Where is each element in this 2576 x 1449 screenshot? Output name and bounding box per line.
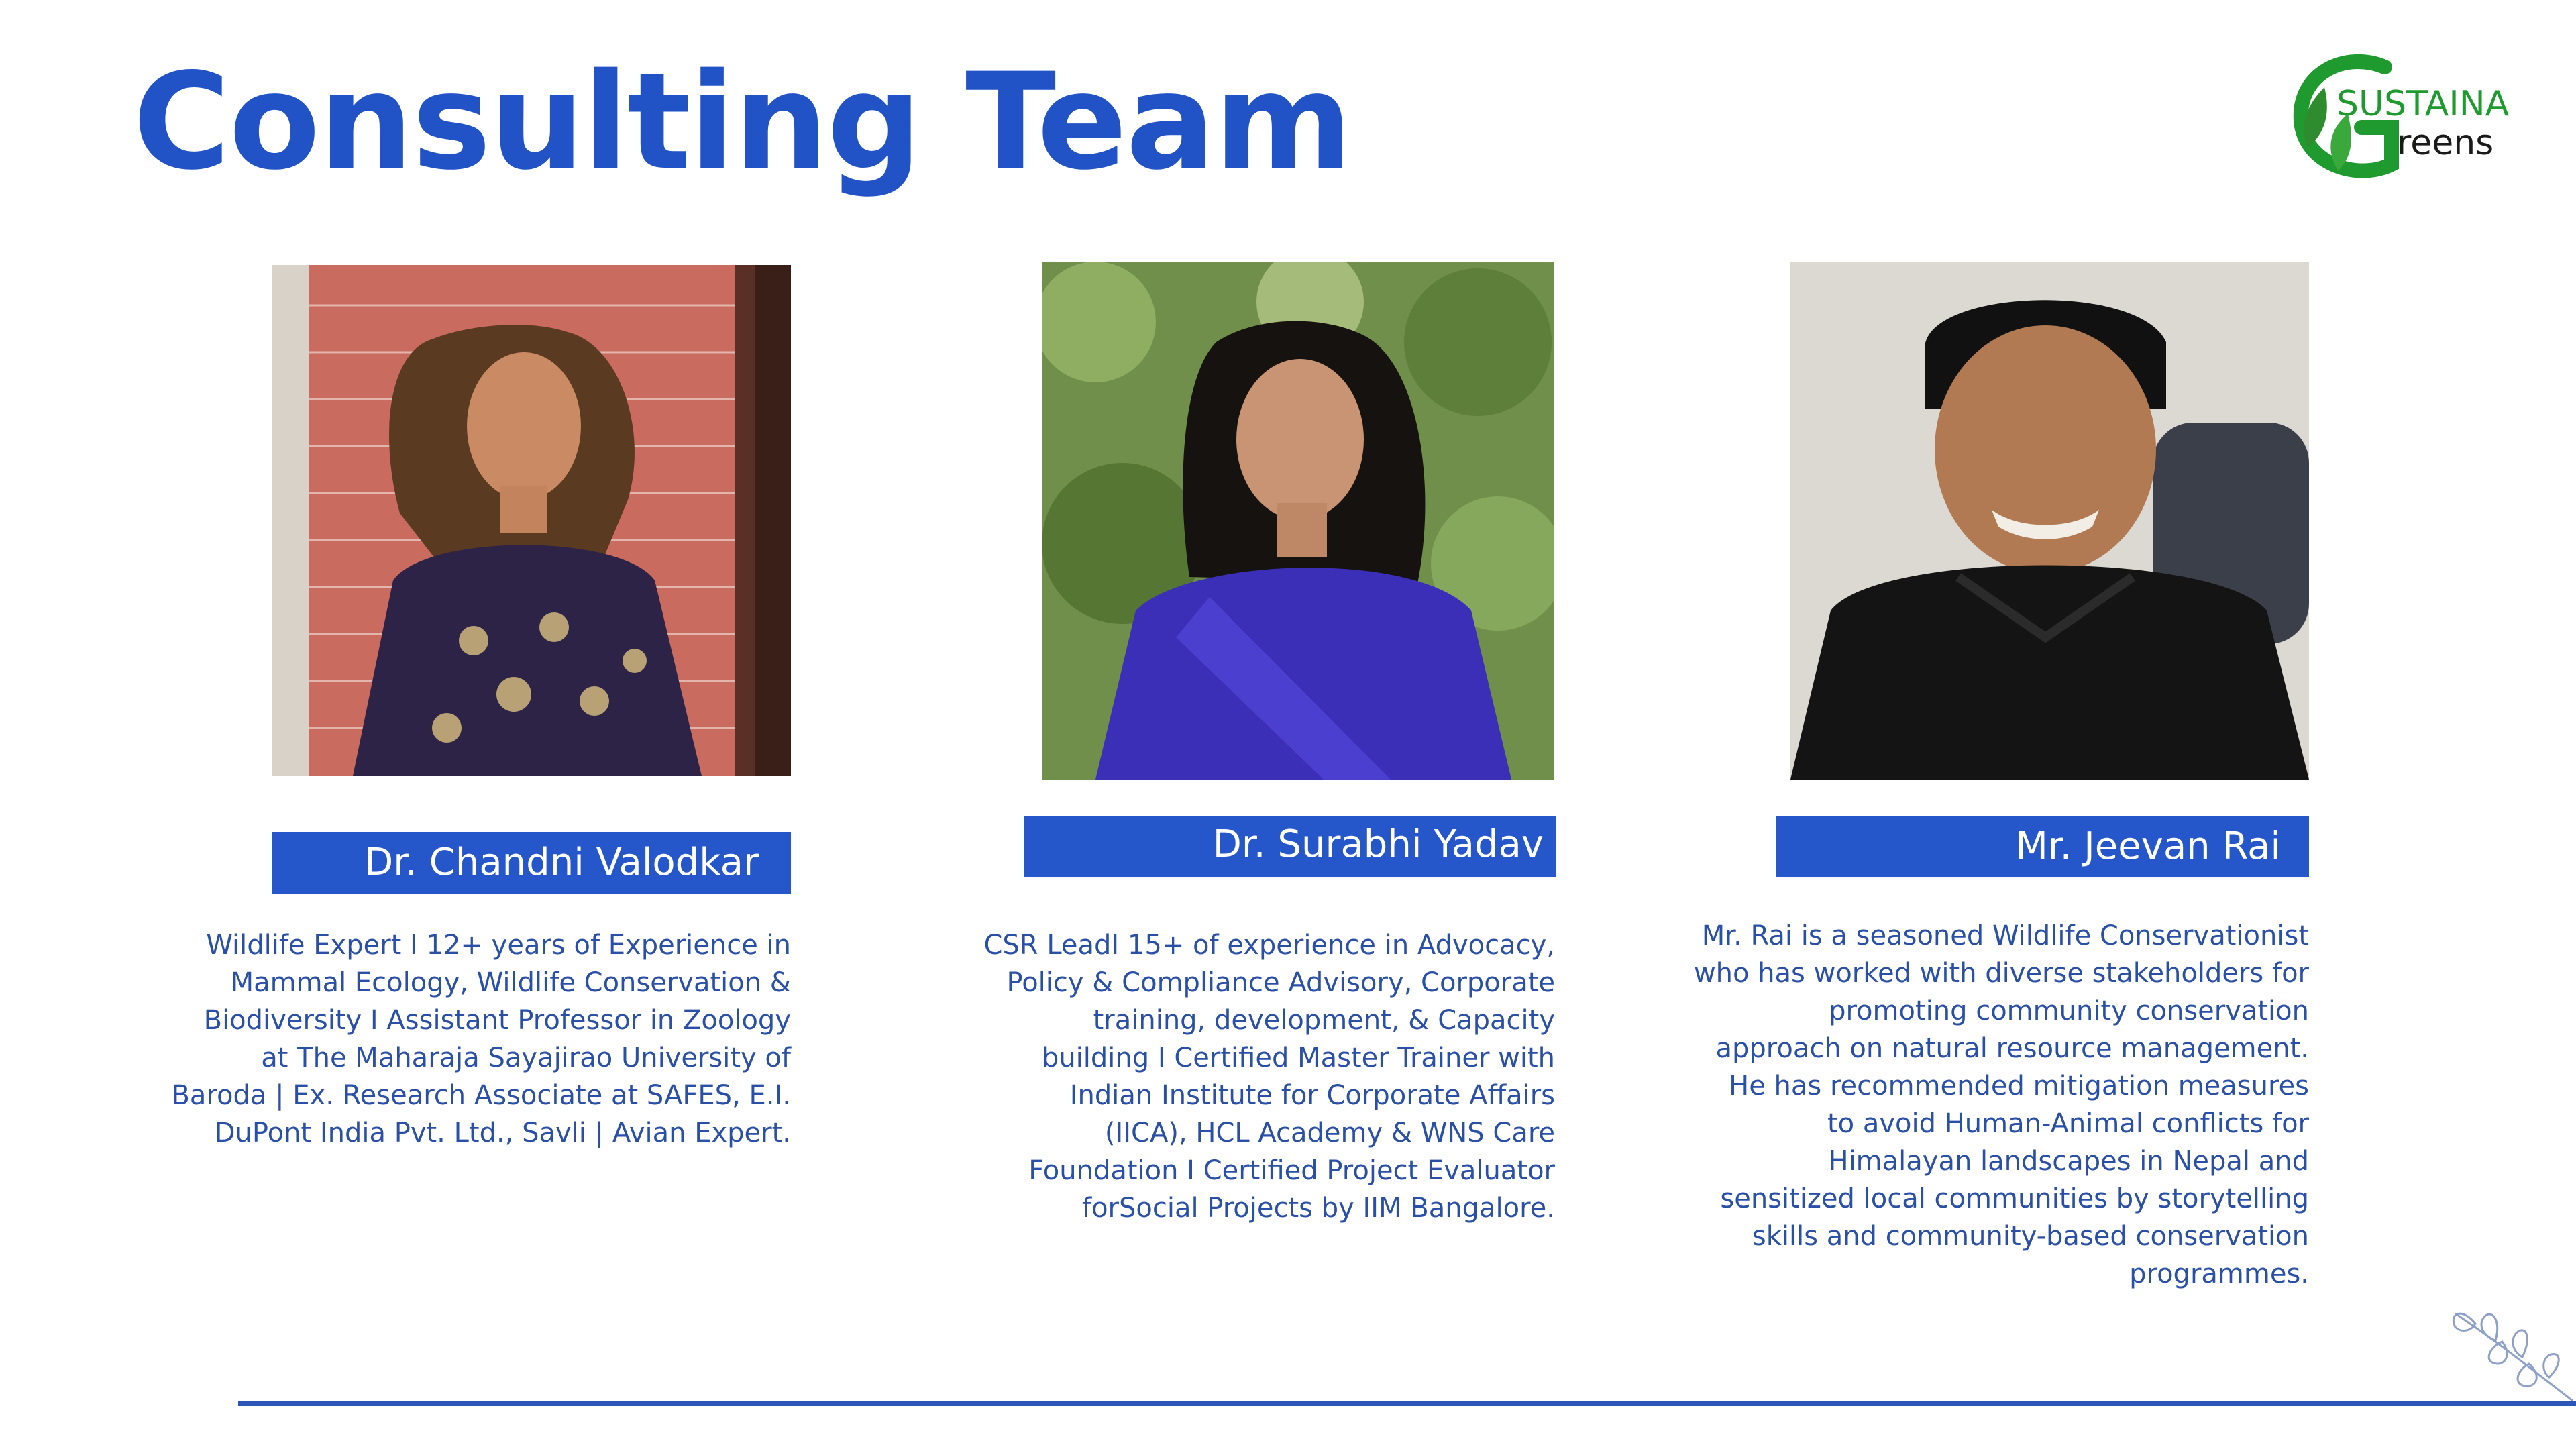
bio-line: approach on natural resource management. — [1715, 1033, 2309, 1064]
member-photo-surabhi — [1042, 262, 1554, 780]
bio-line: to avoid Human-Animal conflicts for — [1827, 1108, 2309, 1139]
member-photo-jeevan — [1790, 262, 2309, 780]
bio-line: skills and community-based conservation — [1752, 1221, 2309, 1252]
bio-line: forSocial Projects by IIM Bangalore. — [1082, 1193, 1555, 1224]
leaf-branch-decoration-icon — [2442, 1300, 2576, 1407]
member-name-surabhi: Dr. Surabhi Yadav — [1024, 816, 1556, 877]
bio-line: (IICA), HCL Academy & WNS Care — [1104, 1118, 1555, 1148]
bio-line: Mr. Rai is a seasoned Wildlife Conservationist — [1701, 920, 2309, 951]
bio-line: Himalayan landscapes in Nepal and — [1828, 1146, 2309, 1177]
bio-line: Indian Institute for Corporate Affairs — [1069, 1080, 1555, 1111]
member-photo-chandni — [272, 265, 791, 776]
member-name-chandni: Dr. Chandni Valodkar — [272, 832, 791, 894]
member-name-jeevan: Mr. Jeevan Rai — [1776, 816, 2309, 877]
member-bio-surabhi — [939, 926, 1555, 1227]
bio-line: He has recommended mitigation measures — [1729, 1071, 2309, 1102]
bio-line: sensitized local communities by storytelling — [1720, 1183, 2309, 1214]
bio-line: who has worked with diverse stakeholders for — [1693, 958, 2309, 989]
bio-line: Mammal Ecology, Wildlife Conservation & — [230, 967, 791, 998]
bio-line: programmes. — [2129, 1258, 2309, 1289]
logo-word-top: SUSTAINA — [2337, 84, 2510, 124]
logo-word-bottom: reens — [2397, 123, 2494, 163]
bottom-divider — [238, 1401, 2576, 1406]
bio-line: building I Certified Master Trainer with — [1041, 1042, 1555, 1073]
bio-line: Wildlife Expert I 12+ years of Experience in — [206, 930, 791, 961]
bio-line: training, development, & Capacity — [1093, 1005, 1555, 1036]
bio-line: Policy & Compliance Advisory, Corporate — [1006, 967, 1555, 998]
member-bio-jeevan — [1637, 917, 2309, 1293]
bio-line: CSR LeadI 15+ of experience in Advocacy, — [983, 930, 1555, 961]
bio-line: at The Maharaja Sayajirao University of — [261, 1042, 791, 1073]
bio-line: Foundation I Certified Project Evaluator — [1028, 1155, 1555, 1186]
page-title: Consulting Team — [133, 44, 1352, 199]
bio-line: Biodiversity I Assistant Professor in Zoology — [203, 1005, 791, 1036]
bio-line: Baroda | Ex. Research Associate at SAFES, E.I. — [171, 1080, 791, 1111]
bio-line: DuPont India Pvt. Ltd., Savli | Avian Expert. — [214, 1118, 791, 1148]
sustaina-greens-logo — [2284, 47, 2516, 188]
member-bio-chandni — [134, 926, 791, 1152]
bio-line: promoting community conservation — [1829, 996, 2309, 1026]
